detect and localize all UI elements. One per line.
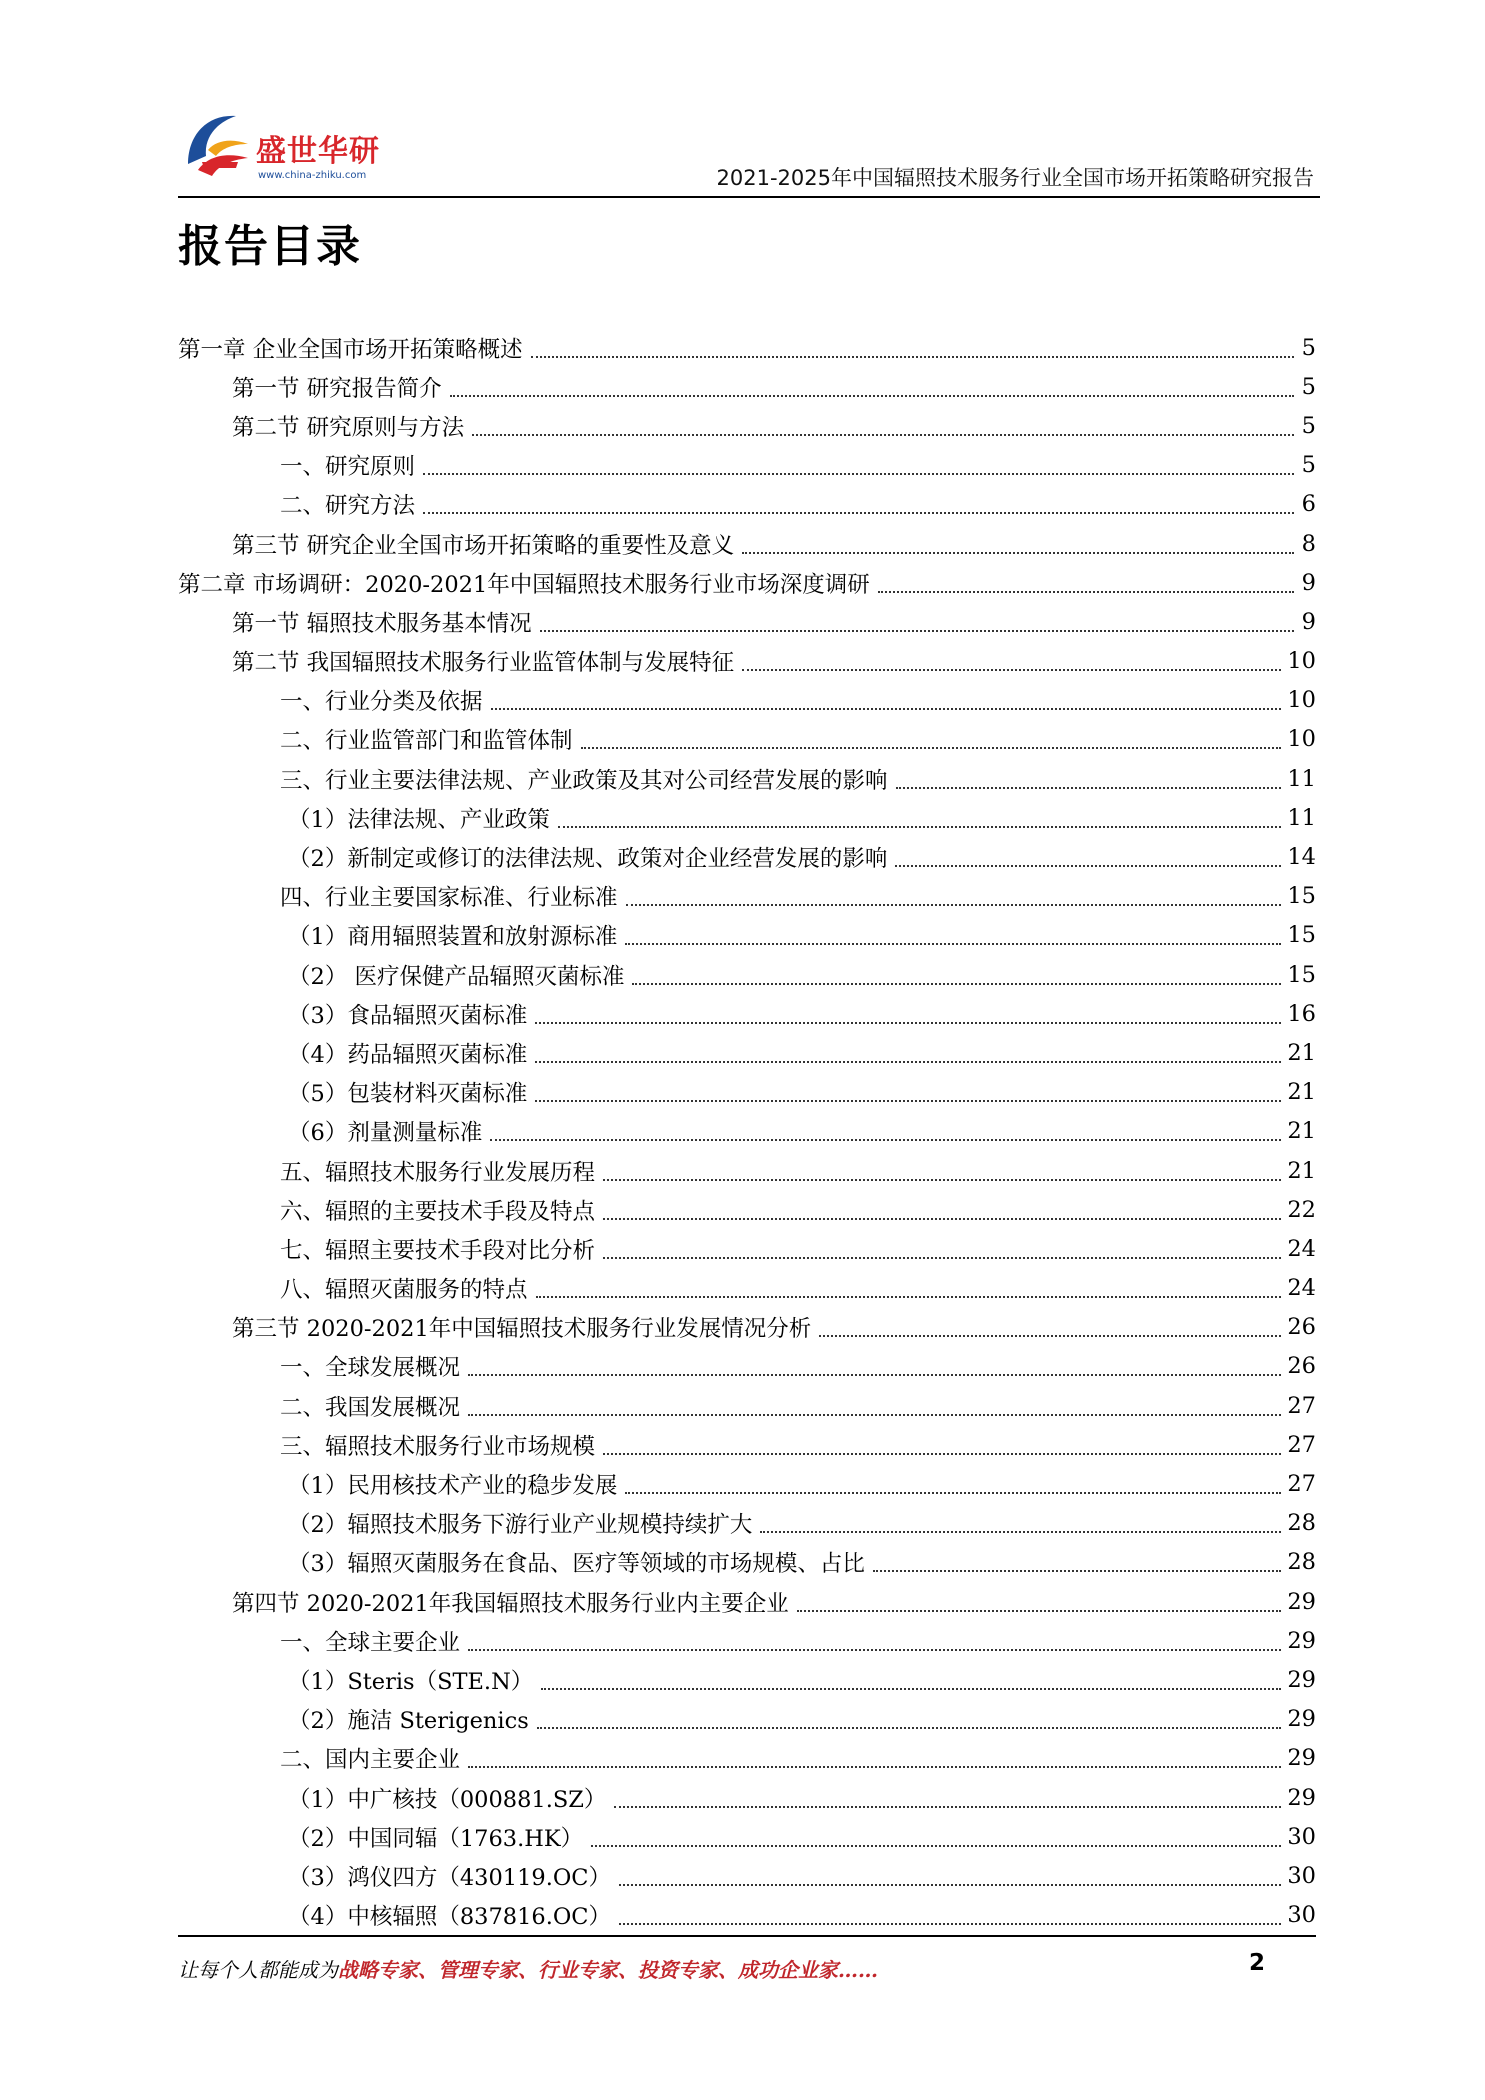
toc-entry-page: 8 [1301,530,1316,557]
toc-dot-leader [797,1610,1282,1612]
toc-entry-page: 5 [1301,373,1316,400]
toc-dot-leader [591,1845,1281,1847]
toc-entry-title: （1）Steris（STE.N） [288,1664,537,1696]
toc-dot-leader [536,1296,1282,1298]
toc-dot-leader [603,1257,1281,1259]
toc-entry[interactable] [178,1112,1316,1151]
toc-entry-page: 11 [1287,765,1316,792]
toc-entry-title: 二、我国发展概况 [280,1390,464,1422]
toc-dot-leader [625,943,1281,945]
toc-dot-leader [742,669,1281,671]
toc-dot-leader [819,1335,1281,1337]
toc-entry-page: 10 [1287,687,1316,714]
toc-entry-page: 24 [1287,1275,1316,1302]
toc-entry-page: 9 [1301,608,1316,635]
toc-entry-page: 27 [1287,1392,1316,1419]
toc-entry-page: 29 [1287,1666,1316,1693]
toc-dot-leader [603,1453,1281,1455]
toc-entry-title: （2） 医疗保健产品辐照灭菌标准 [288,959,628,991]
logo-text: 盛世华研 [256,134,380,169]
toc-entry-page: 5 [1301,412,1316,439]
toc-entry-page: 6 [1301,491,1316,518]
toc-entry[interactable] [178,1308,1316,1347]
toc-entry[interactable] [178,1269,1316,1308]
toc-dot-leader [535,1100,1281,1102]
toc-dot-leader [472,434,1294,436]
toc-entry[interactable] [178,1464,1316,1503]
toc-entry-title: 第一章 企业全国市场开拓策略概述 [178,332,527,364]
toc-entry[interactable] [178,1386,1316,1425]
toc-dot-leader [541,1688,1281,1690]
toc-entry[interactable] [178,1621,1316,1660]
toc-entry-title: 第一节 辐照技术服务基本情况 [232,606,536,638]
toc-entry[interactable] [178,1190,1316,1229]
toc-entry-title: （2）施洁 Sterigenics [288,1703,533,1735]
toc-dot-leader [581,747,1282,749]
footer-divider [178,1935,1316,1937]
toc-entry[interactable] [178,837,1316,876]
toc-entry[interactable] [178,642,1316,681]
logo-url: www.china-zhiku.com [258,170,367,181]
toc-entry-title: 第三节 研究企业全国市场开拓策略的重要性及意义 [232,528,738,560]
toc-dot-leader [468,1766,1281,1768]
toc-entry-title: （1）中广核技（000881.SZ） [288,1782,610,1814]
toc-entry-title: （1）法律法规、产业政策 [288,802,554,834]
toc-entry-title: 一、研究原则 [280,449,419,481]
toc-entry-title: 第二章 市场调研：2020-2021年中国辐照技术服务行业市场深度调研 [178,567,874,599]
toc-entry-page: 29 [1287,1706,1316,1733]
toc-dot-leader [423,512,1294,514]
toc-entry-page: 16 [1287,1000,1316,1027]
toc-entry[interactable] [178,1739,1316,1778]
toc-entry-title: 二、国内主要企业 [280,1742,464,1774]
toc-entry-title: 三、行业主要法律法规、产业政策及其对公司经营发展的影响 [280,763,892,795]
toc-dot-leader [619,1923,1281,1925]
toc-entry[interactable] [178,720,1316,759]
toc-entry-page: 15 [1287,922,1316,949]
toc-dot-leader [535,1061,1281,1063]
toc-entry-page: 30 [1287,1823,1316,1850]
toc-entry-page: 26 [1287,1314,1316,1341]
toc-entry[interactable] [178,994,1316,1033]
toc-entry-page: 24 [1287,1235,1316,1262]
toc-entry[interactable] [178,1582,1316,1621]
toc-entry-page: 5 [1301,334,1316,361]
toc-dot-leader [490,1139,1281,1141]
toc-entry[interactable] [178,1778,1316,1817]
toc-entry-title: （4）中核辐照（837816.OC） [288,1899,615,1931]
toc-entry[interactable] [178,446,1316,485]
toc-entry[interactable] [178,798,1316,837]
toc-dot-leader [468,1414,1281,1416]
table-of-contents [178,328,1316,1935]
toc-entry-title: 第二节 我国辐照技术服务行业监管体制与发展特征 [232,645,738,677]
toc-dot-leader [626,904,1282,906]
toc-entry[interactable] [178,524,1316,563]
toc-entry-page: 28 [1287,1549,1316,1576]
toc-entry-page: 29 [1287,1588,1316,1615]
toc-entry-title: （2）新制定或修订的法律法规、政策对企业经营发展的影响 [288,841,891,873]
page-header [178,98,1320,198]
toc-entry[interactable] [178,916,1316,955]
toc-dot-leader [423,473,1294,475]
toc-entry[interactable] [178,955,1316,994]
toc-entry[interactable] [178,1229,1316,1268]
toc-entry-page: 10 [1287,648,1316,675]
toc-entry-title: 二、研究方法 [280,488,419,520]
toc-entry[interactable] [178,1347,1316,1386]
toc-entry-page: 27 [1287,1431,1316,1458]
toc-entry[interactable] [178,1425,1316,1464]
footer-slogan-lead: 让每个人都能成为 [178,1958,338,1982]
toc-entry-page: 11 [1287,804,1316,831]
toc-dot-leader [450,395,1294,397]
toc-entry-page: 21 [1287,1118,1316,1145]
toc-entry[interactable] [178,1073,1316,1112]
toc-entry-page: 10 [1287,726,1316,753]
toc-entry[interactable] [178,367,1316,406]
toc-dot-leader [895,865,1281,867]
toc-dot-leader [603,1179,1281,1181]
report-title: 2021-2025年中国辐照技术服务行业全国市场开拓策略研究报告 [716,166,1314,190]
toc-entry[interactable] [178,1033,1316,1072]
toc-entry-title: （6）剂量测量标准 [288,1115,486,1147]
toc-entry[interactable] [178,328,1316,367]
toc-dot-leader [742,552,1294,554]
toc-dot-leader [614,1806,1281,1808]
toc-dot-leader [625,1492,1281,1494]
toc-dot-leader [878,591,1294,593]
toc-entry-title: 五、辐照技术服务行业发展历程 [280,1155,599,1187]
toc-dot-leader [540,630,1294,632]
toc-entry-page: 30 [1287,1862,1316,1889]
toc-entry[interactable] [178,1151,1316,1190]
toc-entry-page: 15 [1287,961,1316,988]
toc-dot-leader [896,787,1282,789]
toc-entry[interactable] [178,1817,1316,1856]
toc-entry-title: （1）民用核技术产业的稳步发展 [288,1468,621,1500]
company-logo [178,104,398,194]
toc-dot-leader [537,1727,1282,1729]
toc-entry-page: 29 [1287,1627,1316,1654]
toc-dot-leader [535,1022,1281,1024]
toc-entry-title: （2）中国同辐（1763.HK） [288,1821,587,1853]
toc-entry[interactable] [178,563,1316,602]
toc-entry-page: 28 [1287,1510,1316,1537]
toc-entry-title: 第一节 研究报告简介 [232,371,446,403]
toc-dot-leader [619,1884,1281,1886]
toc-dot-leader [760,1531,1281,1533]
toc-entry-title: 二、行业监管部门和监管体制 [280,723,577,755]
toc-entry-title: 三、辐照技术服务行业市场规模 [280,1429,599,1461]
toc-entry-title: 一、全球主要企业 [280,1625,464,1657]
toc-dot-leader [558,826,1282,828]
toc-entry[interactable] [178,759,1316,798]
toc-entry[interactable] [178,1896,1316,1935]
toc-entry-title: 六、辐照的主要技术手段及特点 [280,1194,599,1226]
logo-emblem-icon [178,104,258,184]
toc-entry[interactable] [178,1504,1316,1543]
toc-entry-page: 30 [1287,1902,1316,1929]
toc-entry[interactable] [178,602,1316,641]
toc-entry-page: 21 [1287,1157,1316,1184]
toc-entry-title: （1）商用辐照装置和放射源标准 [288,919,621,951]
toc-entry-title: 七、辐照主要技术手段对比分析 [280,1233,599,1265]
toc-dot-leader [491,708,1282,710]
toc-entry[interactable] [178,877,1316,916]
toc-dot-leader [468,1649,1281,1651]
toc-entry-title: 一、行业分类及依据 [280,684,487,716]
toc-entry-title: （4）药品辐照灭菌标准 [288,1037,531,1069]
toc-entry-title: 八、辐照灭菌服务的特点 [280,1272,532,1304]
toc-entry-page: 27 [1287,1471,1316,1498]
footer-slogan-highlight: 战略专家、管理专家、行业专家、投资专家、成功企业家…… [338,1958,878,1982]
toc-dot-leader [873,1570,1282,1572]
toc-entry-page: 9 [1301,569,1316,596]
toc-entry[interactable] [178,406,1316,445]
toc-entry[interactable] [178,1660,1316,1699]
toc-entry-page: 29 [1287,1745,1316,1772]
header-divider [178,196,1320,198]
toc-entry-title: 第二节 研究原则与方法 [232,410,468,442]
toc-dot-leader [603,1218,1281,1220]
toc-entry[interactable] [178,1543,1316,1582]
toc-entry-title: （3）食品辐照灭菌标准 [288,998,531,1030]
toc-dot-leader [468,1374,1281,1376]
toc-dot-leader [632,983,1281,985]
toc-entry[interactable] [178,1700,1316,1739]
toc-entry-title: （5）包装材料灭菌标准 [288,1076,531,1108]
page-title: 报告目录 [178,221,362,272]
toc-entry-title: （3）鸿仪四方（430119.OC） [288,1860,615,1892]
footer-slogan [178,1954,878,1983]
toc-entry[interactable] [178,485,1316,524]
toc-entry[interactable] [178,681,1316,720]
toc-entry-title: 四、行业主要国家标准、行业标准 [280,880,622,912]
toc-entry-page: 15 [1287,883,1316,910]
toc-entry-title: 第四节 2020-2021年我国辐照技术服务行业内主要企业 [232,1586,793,1618]
toc-entry-page: 29 [1287,1784,1316,1811]
toc-entry-page: 5 [1301,452,1316,479]
toc-entry-title: 第三节 2020-2021年中国辐照技术服务行业发展情况分析 [232,1311,815,1343]
toc-entry-title: 一、全球发展概况 [280,1350,464,1382]
toc-entry-page: 22 [1287,1196,1316,1223]
toc-entry-page: 21 [1287,1079,1316,1106]
toc-entry[interactable] [178,1856,1316,1895]
toc-entry-page: 21 [1287,1039,1316,1066]
toc-entry-title: （2）辐照技术服务下游行业产业规模持续扩大 [288,1507,756,1539]
toc-entry-page: 14 [1287,844,1316,871]
toc-entry-page: 26 [1287,1353,1316,1380]
page-number: 2 [1248,1950,1265,1976]
toc-dot-leader [531,356,1294,358]
toc-entry-title: （3）辐照灭菌服务在食品、医疗等领域的市场规模、占比 [288,1546,869,1578]
